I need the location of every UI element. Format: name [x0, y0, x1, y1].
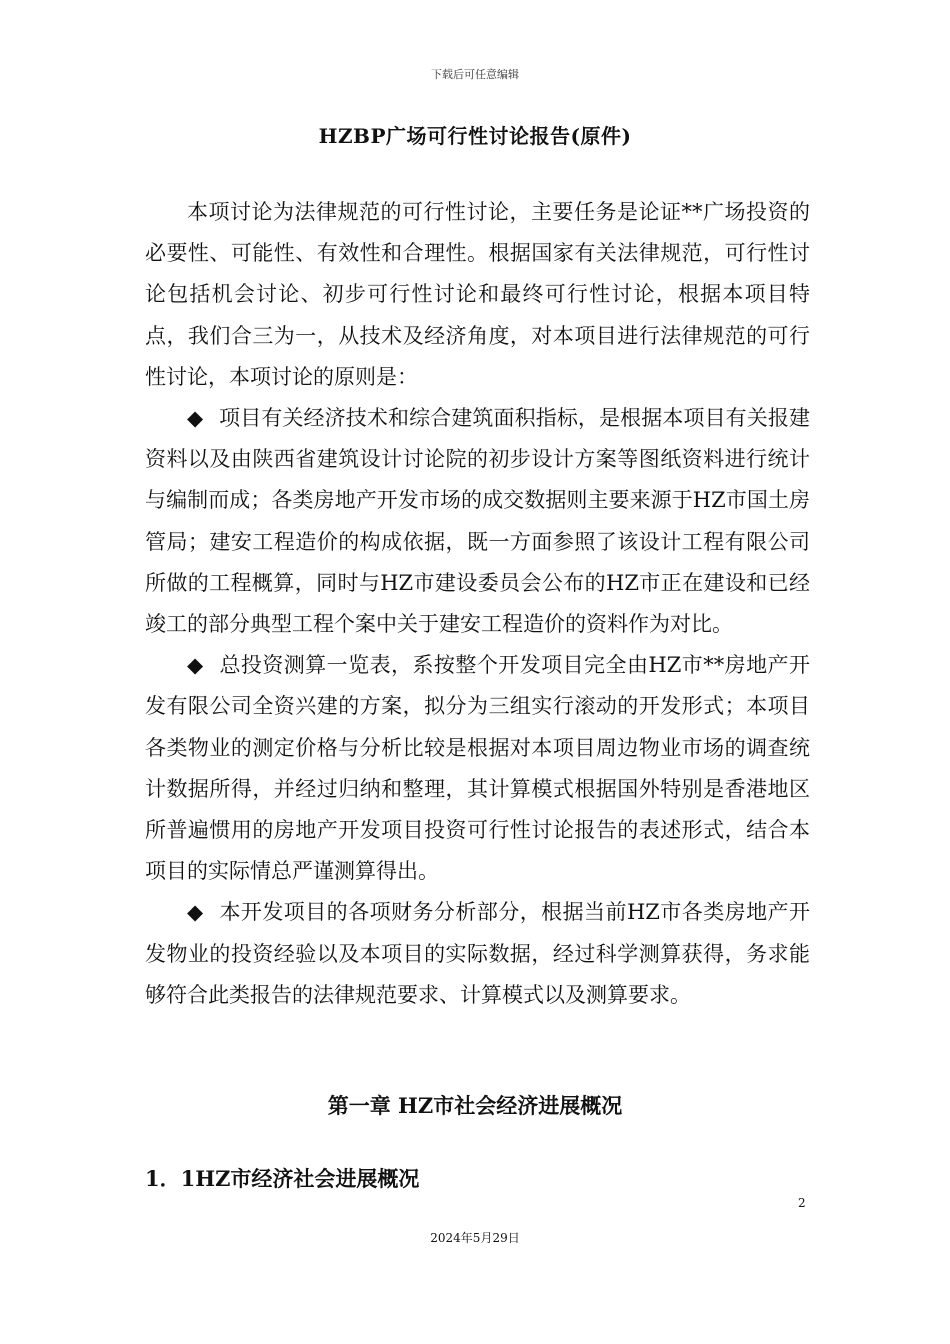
intro-paragraph: 本项讨论为法律规范的可行性讨论，主要任务是论证**广场投资的必要性、可能性、有效性和合理性。根据国家有关法律规范，可行性讨论包括机会讨论、初步可行性讨论和最终可行性讨论，根据本项目特点，我们合三为一，从技术及经济角度，对本项目进行法律规范的可行性讨论，本项讨论的原则是：	[145, 200, 810, 389]
bullet-text-2: 总投资测算一览表，系按整个开发项目完全由HZ市**房地产开发有限公司全资兴建的方案，拟分为三组实行滚动的开发形式；本项目各类物业的测定价格与分析比较是根据对本项目周边物业市场的调查统计数据所得，并经过归纳和整理，其计算模式根据国外特别是香港地区所普遍惯用的房地产开发项目投资可行性讨论报告的表述形式，结合本项目的实际情总严谨测算得出。	[145, 653, 810, 884]
diamond-bullet-icon: ◆	[187, 406, 204, 431]
bullet-paragraph-1	[145, 398, 810, 645]
bullet-paragraph-3	[145, 892, 810, 1016]
diamond-bullet-icon: ◆	[187, 653, 204, 678]
document-title: HZBP广场可行性讨论报告(原件)	[318, 124, 632, 148]
bullet-paragraph-2	[145, 645, 810, 892]
document-body	[145, 192, 810, 1016]
footer-date: 2024年5月29日	[430, 1231, 520, 1245]
header-note: 下载后可任意编辑	[431, 68, 519, 81]
chapter-heading: 第一章 HZ市社会经济进展概况	[327, 1093, 623, 1118]
bullet-text-3: 本开发项目的各项财务分析部分，根据当前HZ市各类房地产开发物业的投资经验以及本项目的实际数据，经过科学测算获得，务求能够符合此类报告的法律规范要求、计算模式以及测算要求。	[145, 900, 810, 1007]
bullet-text-1: 项目有关经济技术和综合建筑面积指标，是根据本项目有关报建资料以及由陕西省建筑设计讨论院的初步设计方案等图纸资料进行统计与编制而成；各类房地产开发市场的成交数据则主要来源于HZ市国土房管局；建安工程造价的构成依据，既一方面参照了该设计工程有限公司所做的工程概算，同时与HZ市建设委员会公布的HZ市正在建设和已经竣工的部分典型工程个案中关于建安工程造价的资料作为对比。	[145, 406, 810, 637]
diamond-bullet-icon: ◆	[187, 900, 204, 925]
page-number: 2	[798, 1196, 806, 1210]
section-heading: 1．1HZ市经济社会进展概况	[145, 1166, 420, 1191]
